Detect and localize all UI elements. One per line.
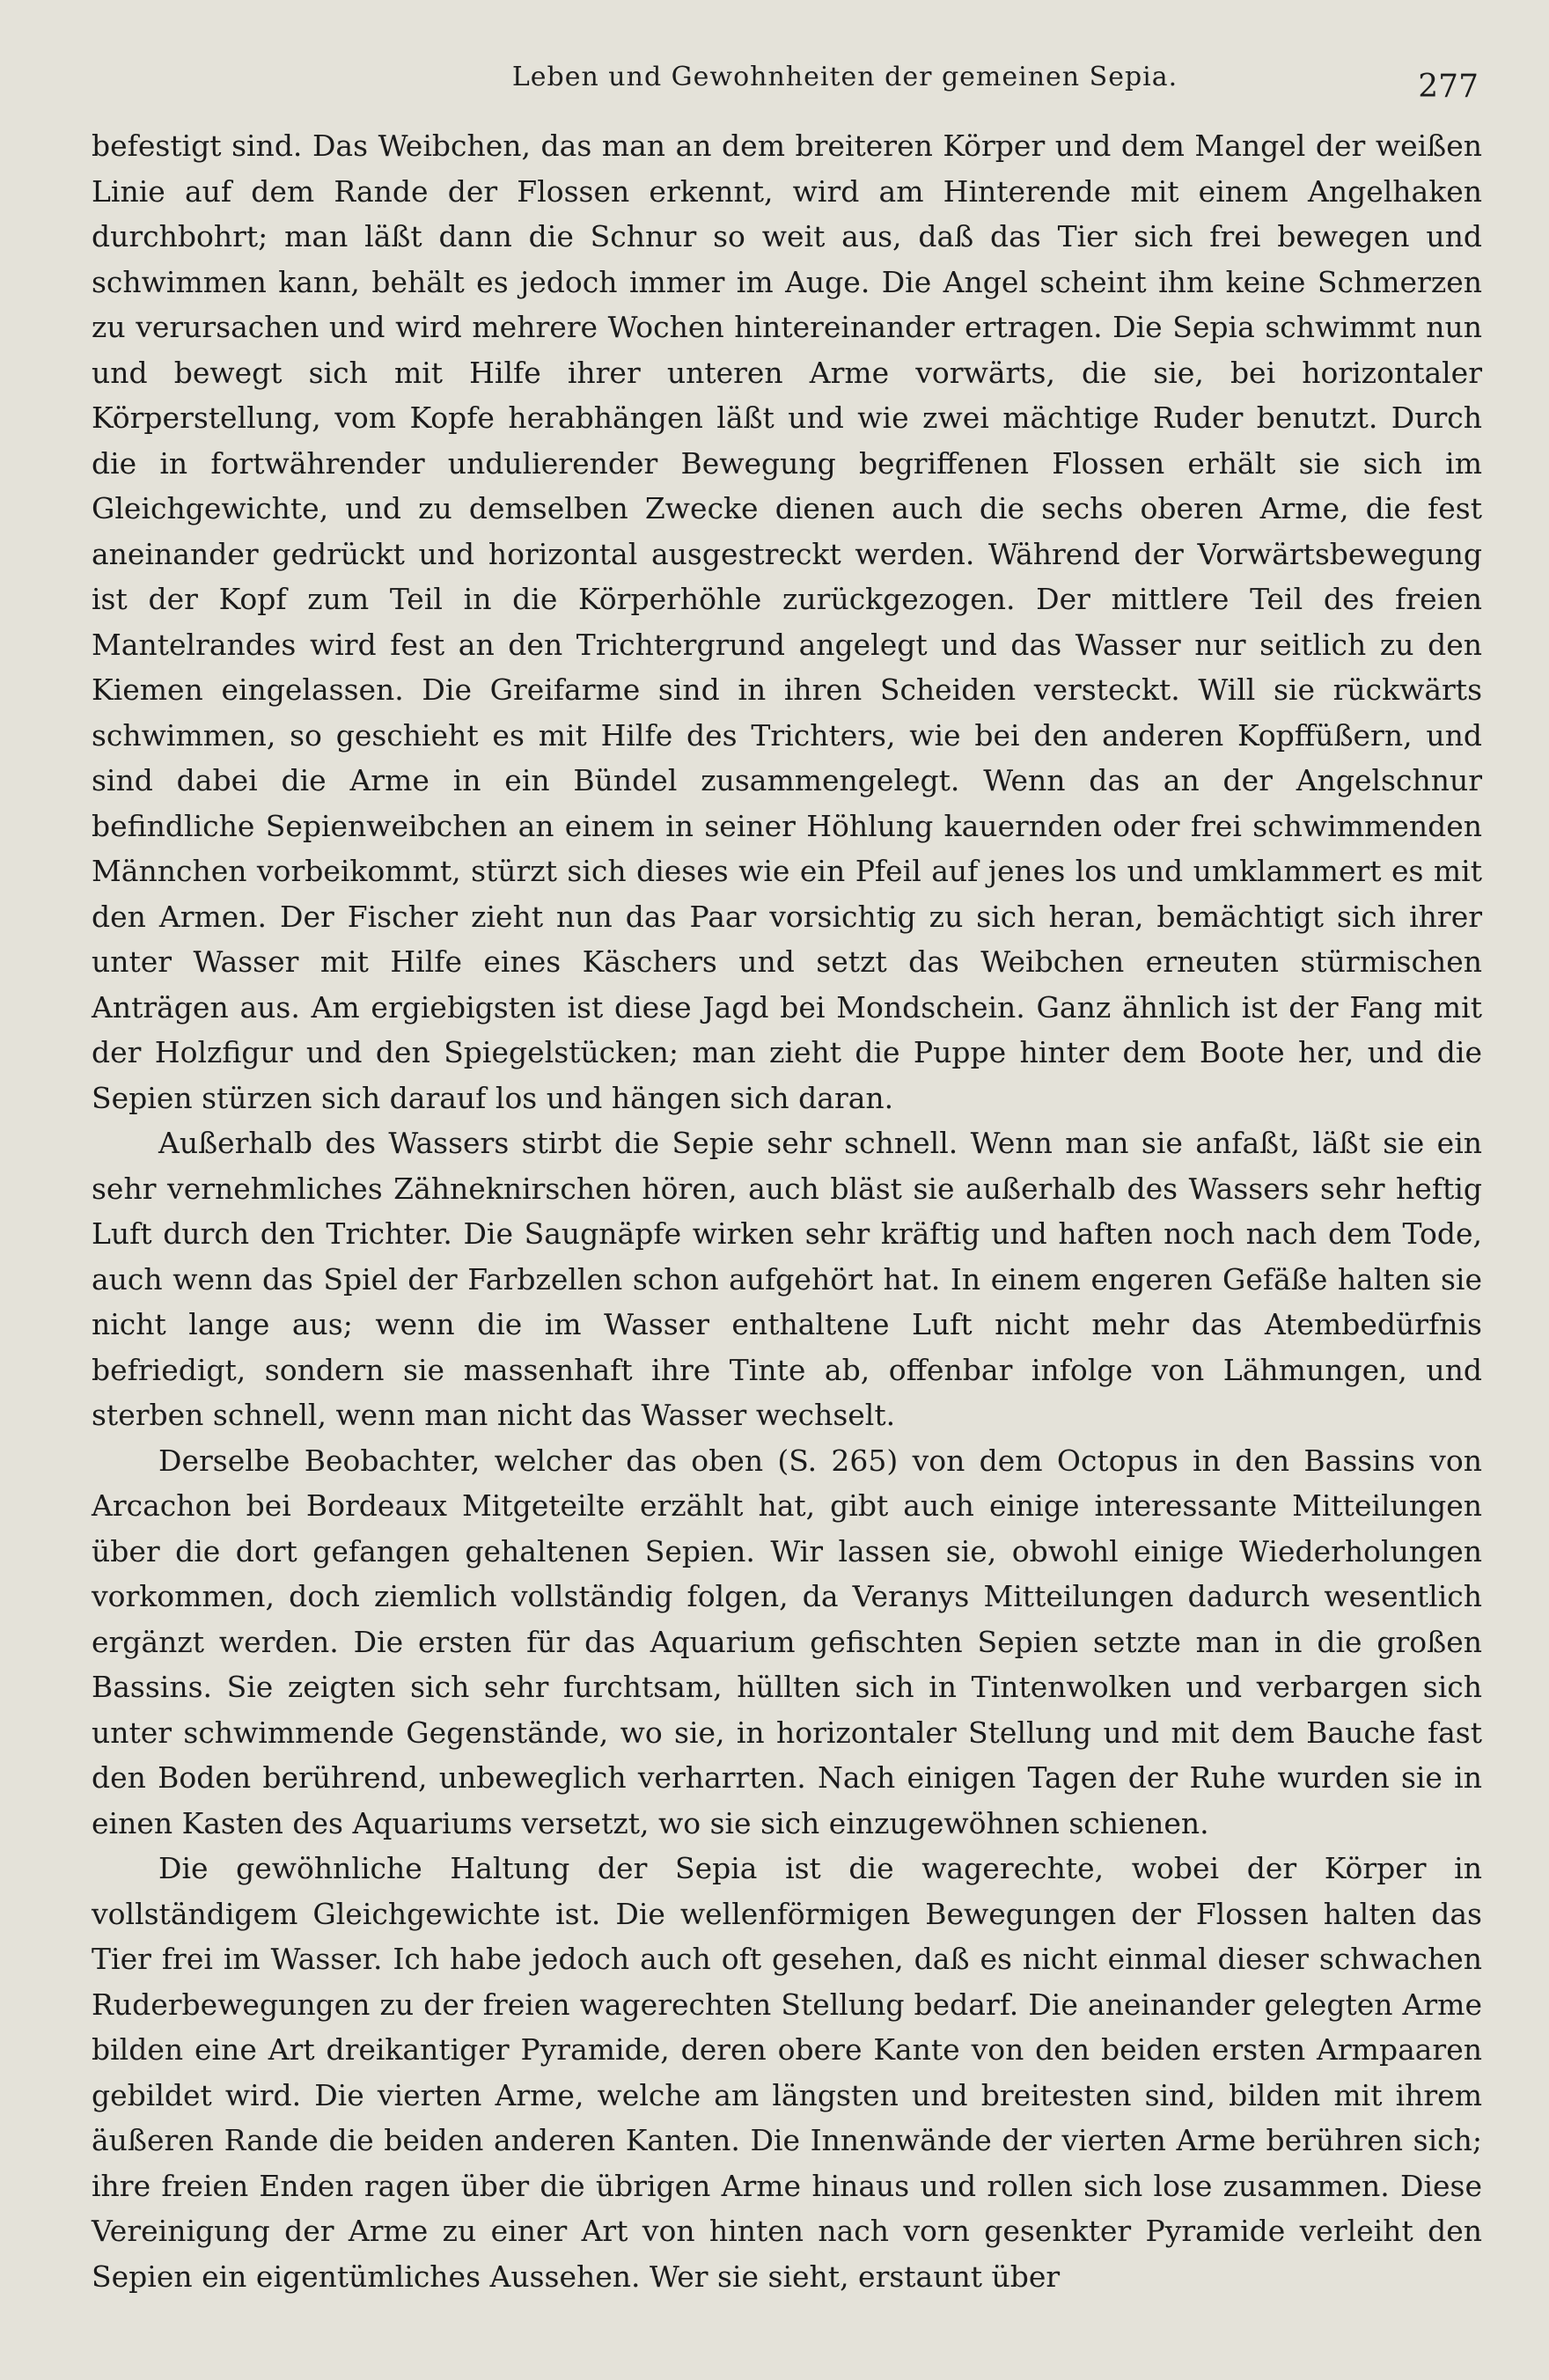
paragraph: Derselbe Beobachter, welcher das oben (S. 265) von dem Octopus in den Bassins von Arcachon bei Bordeaux Mitgeteilte erzählt hat, gibt auch einige interessante Mitteilungen über die dort gefangen gehaltenen Sepien. Wir lassen sie, obwohl einige Wiederholungen vorkommen, doch ziemlich vollständig folgen, da Veranys Mitteilungen dadurch wesentlich ergänzt werden. Die ersten für das Aquarium gefischten Sepien setzte man in die großen Bassins. Sie zeigten sich sehr furchtsam, hüllten sich in Tintenwolken und verbargen sich unter schwimmende Gegenstände, wo sie, in horizontaler Stellung und mit dem Bauche fast den Boden berührend, unbeweglich verharrten. Nach einigen Tagen der Ruhe wurden sie in einen Kasten des Aquariums versetzt, wo sie sich einzugewöhnen schienen. xyxy=(92,1443,1482,1840)
running-title: Leben und Gewohnheiten der gemeinen Sepia. xyxy=(511,62,1178,92)
paragraph: Außerhalb des Wassers stirbt die Sepie sehr schnell. Wenn man sie anfaßt, läßt sie ein sehr vernehmliches Zähneknirschen hören, auch bläst sie außerhalb des Wassers sehr heftig Luft durch den Trichter. Die Saugnäpfe wirken sehr kräftig und haften noch nach dem Tode, auch wenn das Spiel der Farbzellen schon aufgehört hat. In einem engeren Gefäße halten sie nicht lange aus; wenn die im Wasser enthaltene Luft nicht mehr das Atembedürfnis befriedigt, sondern sie massenhaft ihre Tinte ab, offenbar infolge von Lähmungen, und sterben schnell, wenn man nicht das Wasser wechselt. xyxy=(92,1126,1482,1432)
page-number: 277 xyxy=(1418,69,1479,105)
paragraph: Die gewöhnliche Haltung der Sepia ist die wagerechte, wobei der Körper in vollständigem Gleichgewichte ist. Die wellenförmigen Bewegungen der Flossen halten das Tier frei im Wasser. Ich habe jedoch auch oft gesehen, daß es nicht einmal dieser schwachen Ruderbewegungen zu der freien wagerechten Stellung bedarf. Die aneinander gelegten Arme bilden eine Art dreikantiger Pyramide, deren obere Kante von den beiden ersten Armpaaren gebildet wird. Die vierten Arme, welche am längsten und breitesten sind, bilden mit ihrem äußeren Rande die beiden anderen Kanten. Die Innenwände der vierten Arme berühren sich; ihre freien Enden ragen über die übrigen Arme hinaus und rollen sich lose zusammen. Diese Vereinigung der Arme zu einer Art von hinten nach vorn gesenkter Pyramide verleiht den Sepien ein eigentümliches Aussehen. Wer sie sieht, erstaunt über xyxy=(92,1851,1482,2294)
body-text xyxy=(92,123,1482,2299)
paragraph: befestigt sind. Das Weibchen, das man an dem breiteren Körper und dem Mangel der weißen Linie auf dem Rande der Flossen erkennt, wird am Hinterende mit einem Angelhaken durchbohrt; man läßt dann die Schnur so weit aus, daß das Tier sich frei bewegen und schwimmen kann, behält es jedoch immer im Auge. Die Angel scheint ihm keine Schmerzen zu verursachen und wird mehrere Wochen hintereinander ertragen. Die Sepia schwimmt nun und bewegt sich mit Hilfe ihrer unteren Arme vorwärts, die sie, bei horizontaler Körperstellung, vom Kopfe herabhängen läßt und wie zwei mächtige Ruder benutzt. Durch die in fortwährender undulierender Bewegung begriffenen Flossen erhält sie sich im Gleichgewichte, und zu demselben Zwecke dienen auch die sechs oberen Arme, die fest aneinander gedrückt und horizontal ausgestreckt werden. Während der Vorwärtsbewegung ist der Kopf zum Teil in die Körperhöhle zurückgezogen. Der mittlere Teil des freien Mantelrandes wird fest an den Trichtergrund angelegt und das Wasser nur seitlich zu den Kiemen eingelassen. Die Greifarme sind in ihren Scheiden versteckt. Will sie rückwärts schwimmen, so geschieht es mit Hilfe des Trichters, wie bei den anderen Kopffüßern, und sind dabei die Arme in ein Bündel zusammengelegt. Wenn das an der Angelschnur befindliche Sepienweibchen an einem in seiner Höhlung kauernden oder frei schwimmenden Männchen vorbeikommt, stürzt sich dieses wie ein Pfeil auf jenes los und umklammert es mit den Armen. Der Fischer zieht nun das Paar vorsichtig zu sich heran, bemächtigt sich ihrer unter Wasser mit Hilfe eines Käschers und setzt das Weibchen erneuten stürmischen Anträgen aus. Am ergiebigsten ist diese Jagd bei Mondschein. Ganz ähnlich ist der Fang mit der Holzfigur und den Spiegelstücken; man zieht die Puppe hinter dem Boote her, und die Sepien stürzen sich darauf los und hängen sich daran. xyxy=(92,129,1482,1115)
